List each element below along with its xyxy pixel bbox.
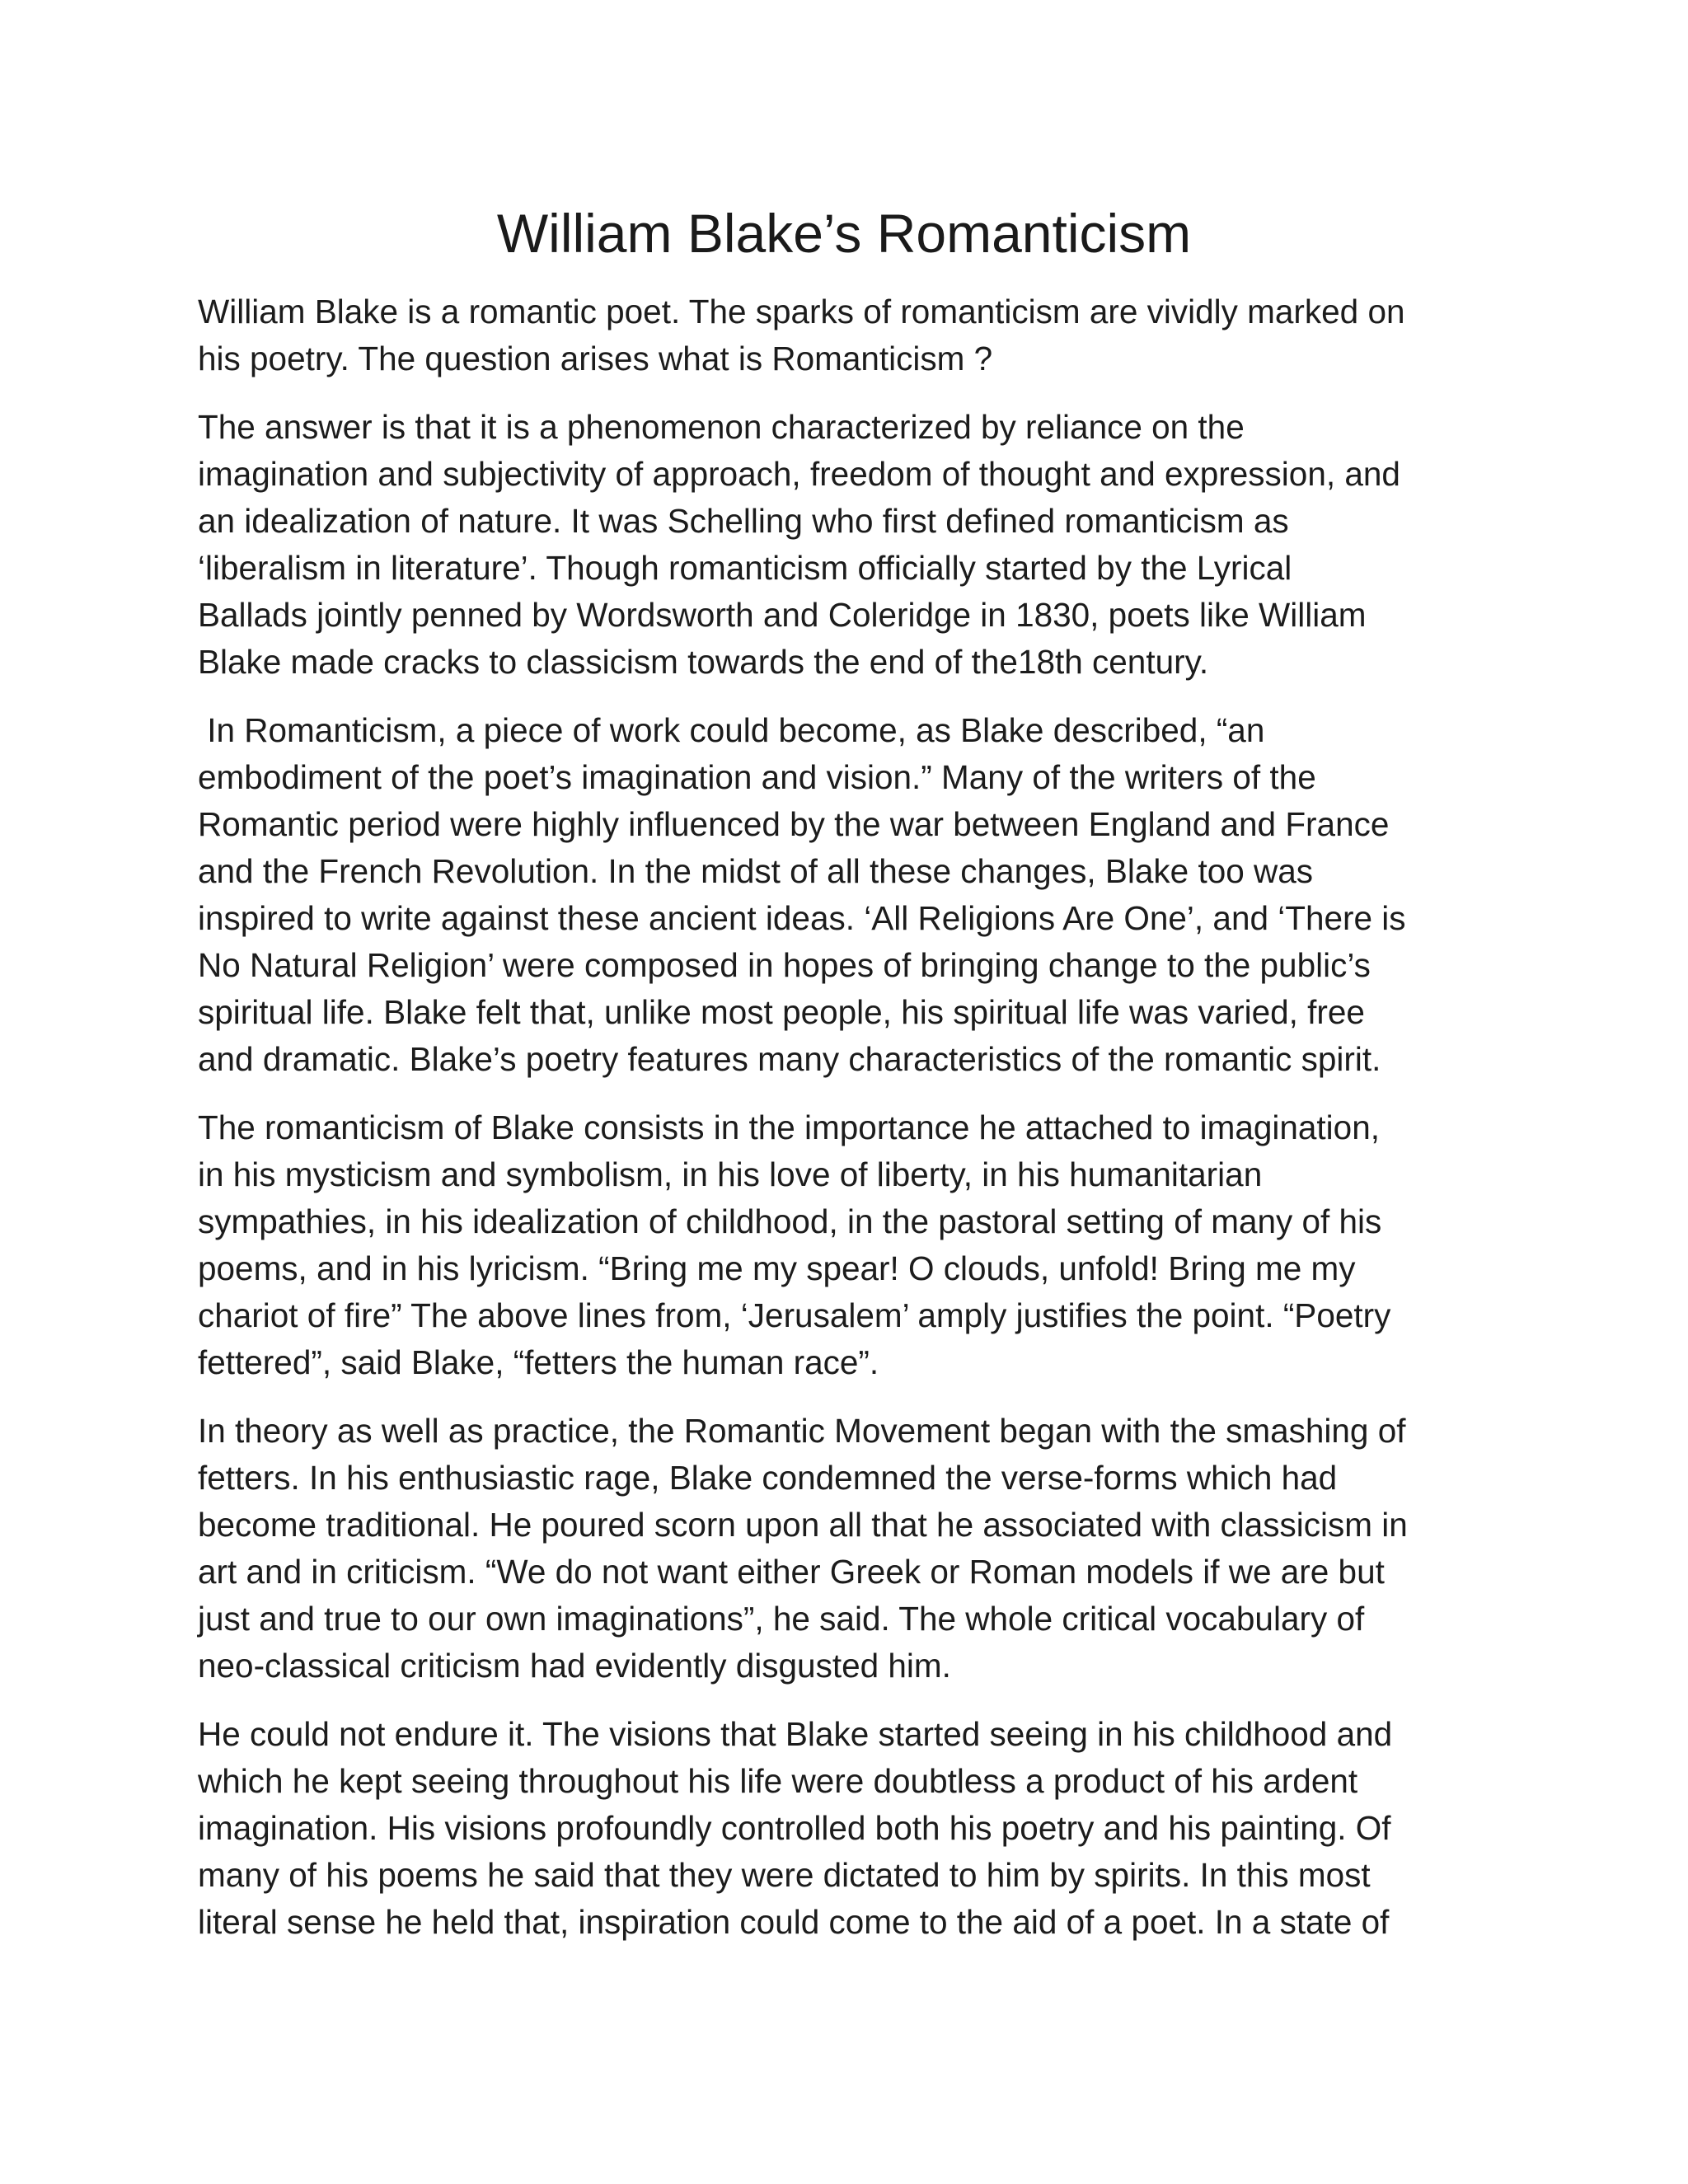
text-line: literal sense he held that, inspiration could come to the aid of a poet. In a state of: [198, 1903, 1390, 1941]
paragraph-6: [198, 1711, 1500, 1946]
text-line: William Blake is a romantic poet. The sparks of romanticism are vividly marked on: [198, 293, 1405, 330]
text-line: In Romanticism, a piece of work could become, as Blake described, “an: [198, 711, 1265, 749]
paragraph-4: [198, 1104, 1500, 1386]
text-line: an idealization of nature. It was Schelling who first defined romanticism as: [198, 502, 1289, 540]
text-line: inspired to write against these ancient ideas. ‘All Religions Are One’, and ‘There is: [198, 899, 1406, 937]
paragraph-5: [198, 1408, 1500, 1690]
text-line: spiritual life. Blake felt that, unlike most people, his spiritual life was varied, free: [198, 993, 1365, 1031]
text-line: many of his poems he said that they were dictated to him by spirits. In this most: [198, 1856, 1371, 1894]
text-line: ‘liberalism in literature’. Though romanticism officially started by the Lyrical: [198, 549, 1292, 587]
text-line: poems, and in his lyricism. “Bring me my spear! O clouds, unfold! Bring me my: [198, 1249, 1356, 1287]
text-line: embodiment of the poet’s imagination and vision.” Many of the writers of the: [198, 758, 1316, 796]
text-line: his poetry. The question arises what is Romanticism ?: [198, 340, 993, 377]
text-line: In theory as well as practice, the Romantic Movement began with the smashing of: [198, 1412, 1406, 1450]
text-line: in his mysticism and symbolism, in his love of liberty, in his humanitarian: [198, 1155, 1263, 1193]
text-line: and dramatic. Blake’s poetry features many characteristics of the romantic spirit.: [198, 1040, 1381, 1078]
text-line: become traditional. He poured scorn upon all that he associated with classicism in: [198, 1506, 1408, 1544]
text-line: art and in criticism. “We do not want either Greek or Roman models if we are but: [198, 1553, 1385, 1591]
text-line: which he kept seeing throughout his life were doubtless a product of his ardent: [198, 1762, 1358, 1800]
text-line: sympathies, in his idealization of childhood, in the pastoral setting of many of his: [198, 1202, 1382, 1240]
text-line: and the French Revolution. In the midst of all these changes, Blake too was: [198, 852, 1314, 890]
text-line: The answer is that it is a phenomenon characterized by reliance on the: [198, 408, 1245, 446]
text-line: imagination and subjectivity of approach, freedom of thought and expression, and: [198, 455, 1400, 493]
paragraph-2: [198, 404, 1500, 686]
text-line: just and true to our own imaginations”, he said. The whole critical vocabulary of: [198, 1600, 1365, 1638]
text-line: He could not endure it. The visions that Blake started seeing in his childhood and: [198, 1715, 1393, 1753]
document-body: [198, 288, 1500, 1967]
paragraph-1: [198, 288, 1500, 382]
text-line: neo-classical criticism had evidently disgusted him.: [198, 1647, 951, 1685]
text-line: No Natural Religion’ were composed in hopes of bringing change to the public’s: [198, 946, 1371, 984]
text-line: chariot of fire” The above lines from, ‘Jerusalem’ amply justifies the point. “Poetry: [198, 1296, 1391, 1334]
text-line: imagination. His visions profoundly controlled both his poetry and his painting. Of: [198, 1809, 1391, 1847]
text-line: Blake made cracks to classicism towards the end of the18th century.: [198, 643, 1209, 681]
paragraph-3: [198, 707, 1500, 1083]
text-line: The romanticism of Blake consists in the importance he attached to imagination,: [198, 1108, 1380, 1146]
document-title: William Blake’s Romanticism: [496, 203, 1192, 264]
text-line: fetters. In his enthusiastic rage, Blake condemned the verse-forms which had: [198, 1459, 1338, 1497]
text-line: fettered”, said Blake, “fetters the human race”.: [198, 1343, 879, 1381]
text-line: Romantic period were highly influenced by the war between England and France: [198, 805, 1390, 843]
text-line: Ballads jointly penned by Wordsworth and Coleridge in 1830, poets like William: [198, 596, 1367, 634]
